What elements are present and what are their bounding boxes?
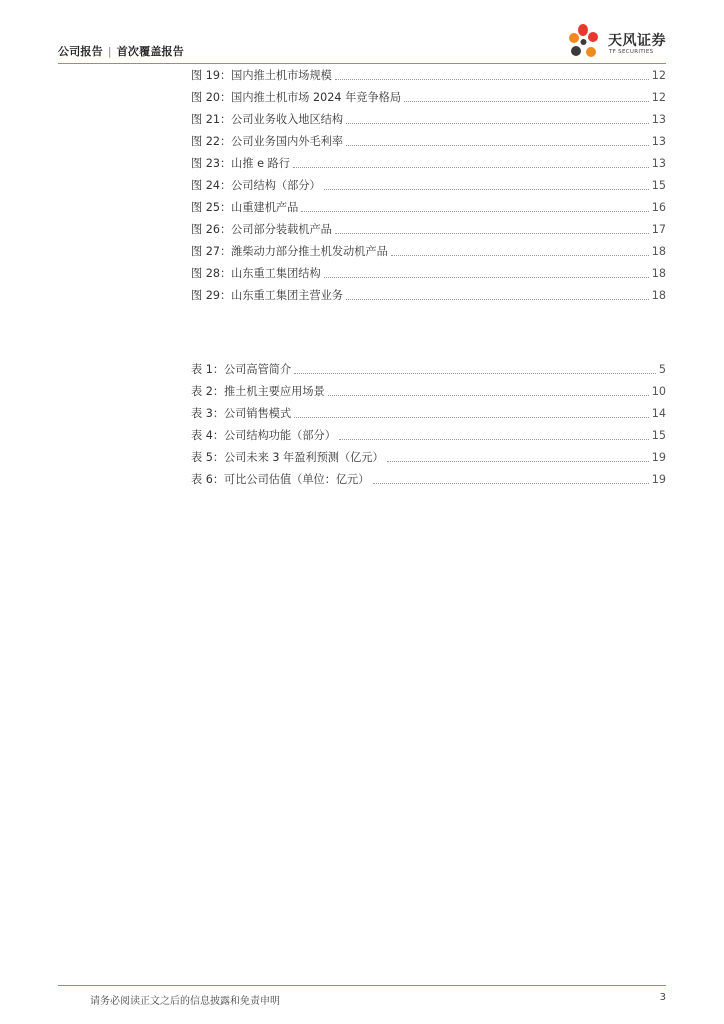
dot-leader xyxy=(324,188,649,190)
header-separator: | xyxy=(107,45,112,58)
toc-entry-page: 15 xyxy=(651,179,666,192)
dot-leader xyxy=(301,210,648,212)
logo-name-cn: 天风证券 xyxy=(608,33,666,49)
toc-entry-figure-21[interactable] xyxy=(191,112,666,128)
header-title: 公司报告 xyxy=(58,45,103,58)
page-number: 3 xyxy=(659,992,666,1003)
toc-entry-label: 表 3：公司销售模式 xyxy=(191,407,292,420)
toc-entry-label: 表 4：公司结构功能（部分） xyxy=(191,429,336,442)
toc-entry-page: 14 xyxy=(651,407,666,420)
toc-entry-page: 19 xyxy=(651,451,666,464)
toc-entry-page: 12 xyxy=(651,91,666,104)
toc-entry-page: 17 xyxy=(651,223,666,236)
toc-entry-label: 图 21：公司业务收入地区结构 xyxy=(191,113,344,126)
dot-leader xyxy=(391,254,649,256)
toc-entry-table-5[interactable] xyxy=(191,450,666,466)
footer-disclaimer: 请务必阅读正文之后的信息披露和免责申明 xyxy=(90,996,280,1007)
toc-entry-label: 表 2：推土机主要应用场景 xyxy=(191,385,325,398)
dot-leader xyxy=(335,232,649,234)
toc-entry-figure-28[interactable] xyxy=(191,266,666,282)
dot-leader xyxy=(404,100,649,102)
dot-leader xyxy=(293,166,649,168)
toc-entry-page: 18 xyxy=(651,245,666,258)
toc-entry-label: 图 26：公司部分装载机产品 xyxy=(191,223,332,236)
header-report-type: 首次覆盖报告 xyxy=(116,45,184,58)
dot-leader xyxy=(346,144,649,146)
dot-leader xyxy=(294,416,649,418)
dot-leader xyxy=(346,122,649,124)
toc-entry-label: 图 25：山重建机产品 xyxy=(191,201,299,214)
dot-leader xyxy=(346,298,649,300)
dot-leader xyxy=(335,78,649,80)
toc-entry-label: 图 22：公司业务国内外毛利率 xyxy=(191,135,344,148)
toc-entry-label: 表 6：可比公司估值（单位：亿元） xyxy=(191,473,370,486)
toc-entry-figure-23[interactable] xyxy=(191,156,666,172)
footer-divider xyxy=(58,985,666,986)
toc-entry-label: 图 28：山东重工集团结构 xyxy=(191,267,321,280)
dot-leader xyxy=(294,372,656,374)
toc-entry-table-3[interactable] xyxy=(191,406,666,422)
toc-entry-figure-22[interactable] xyxy=(191,134,666,150)
toc-entry-label: 图 20：国内推土机市场 2024 年竞争格局 xyxy=(191,91,402,104)
toc-entry-page: 16 xyxy=(651,201,666,214)
toc-entry-page: 13 xyxy=(651,135,666,148)
toc-entry-page: 15 xyxy=(651,429,666,442)
toc-entry-figure-25[interactable] xyxy=(191,200,666,216)
toc-entry-figure-27[interactable] xyxy=(191,244,666,260)
toc-entry-label: 图 19：国内推土机市场规模 xyxy=(191,69,332,82)
dot-leader xyxy=(373,482,649,484)
toc-entry-table-2[interactable] xyxy=(191,384,666,400)
toc-entry-label: 表 1：公司高管简介 xyxy=(191,363,292,376)
toc-entry-figure-24[interactable] xyxy=(191,178,666,194)
dot-leader xyxy=(387,460,649,462)
toc-entry-page: 10 xyxy=(651,385,666,398)
dot-leader xyxy=(339,438,649,440)
logo-name-en: TF SECURITIES xyxy=(609,49,654,55)
toc-entry-label: 表 5：公司未来 3 年盈利预测（亿元） xyxy=(191,451,384,464)
toc-entry-figure-29[interactable] xyxy=(191,288,666,304)
toc-entry-page: 13 xyxy=(651,157,666,170)
toc-entry-table-1[interactable] xyxy=(191,362,666,378)
toc-entry-label: 图 27：潍柴动力部分推土机发动机产品 xyxy=(191,245,388,258)
dot-leader xyxy=(328,394,649,396)
toc-entry-page: 12 xyxy=(651,69,666,82)
toc-entry-label: 图 23：山推 e 路行 xyxy=(191,157,290,170)
report-header xyxy=(58,43,184,59)
toc-entry-label: 图 24：公司结构（部分） xyxy=(191,179,321,192)
toc-entry-figure-20[interactable] xyxy=(191,90,666,106)
toc-entry-table-4[interactable] xyxy=(191,428,666,444)
header-divider xyxy=(58,63,666,64)
toc-entry-table-6[interactable] xyxy=(191,472,666,488)
toc-entry-page: 13 xyxy=(651,113,666,126)
toc-entry-label: 图 29：山东重工集团主营业务 xyxy=(191,289,344,302)
dot-leader xyxy=(324,276,649,278)
flower-logo-icon xyxy=(566,22,606,62)
toc-entry-page: 18 xyxy=(651,289,666,302)
company-logo xyxy=(566,22,676,62)
toc-entry-page: 5 xyxy=(658,363,666,376)
toc-entry-figure-19[interactable] xyxy=(191,68,666,84)
toc-entry-page: 18 xyxy=(651,267,666,280)
toc-entry-figure-26[interactable] xyxy=(191,222,666,238)
toc-entry-page: 19 xyxy=(651,473,666,486)
